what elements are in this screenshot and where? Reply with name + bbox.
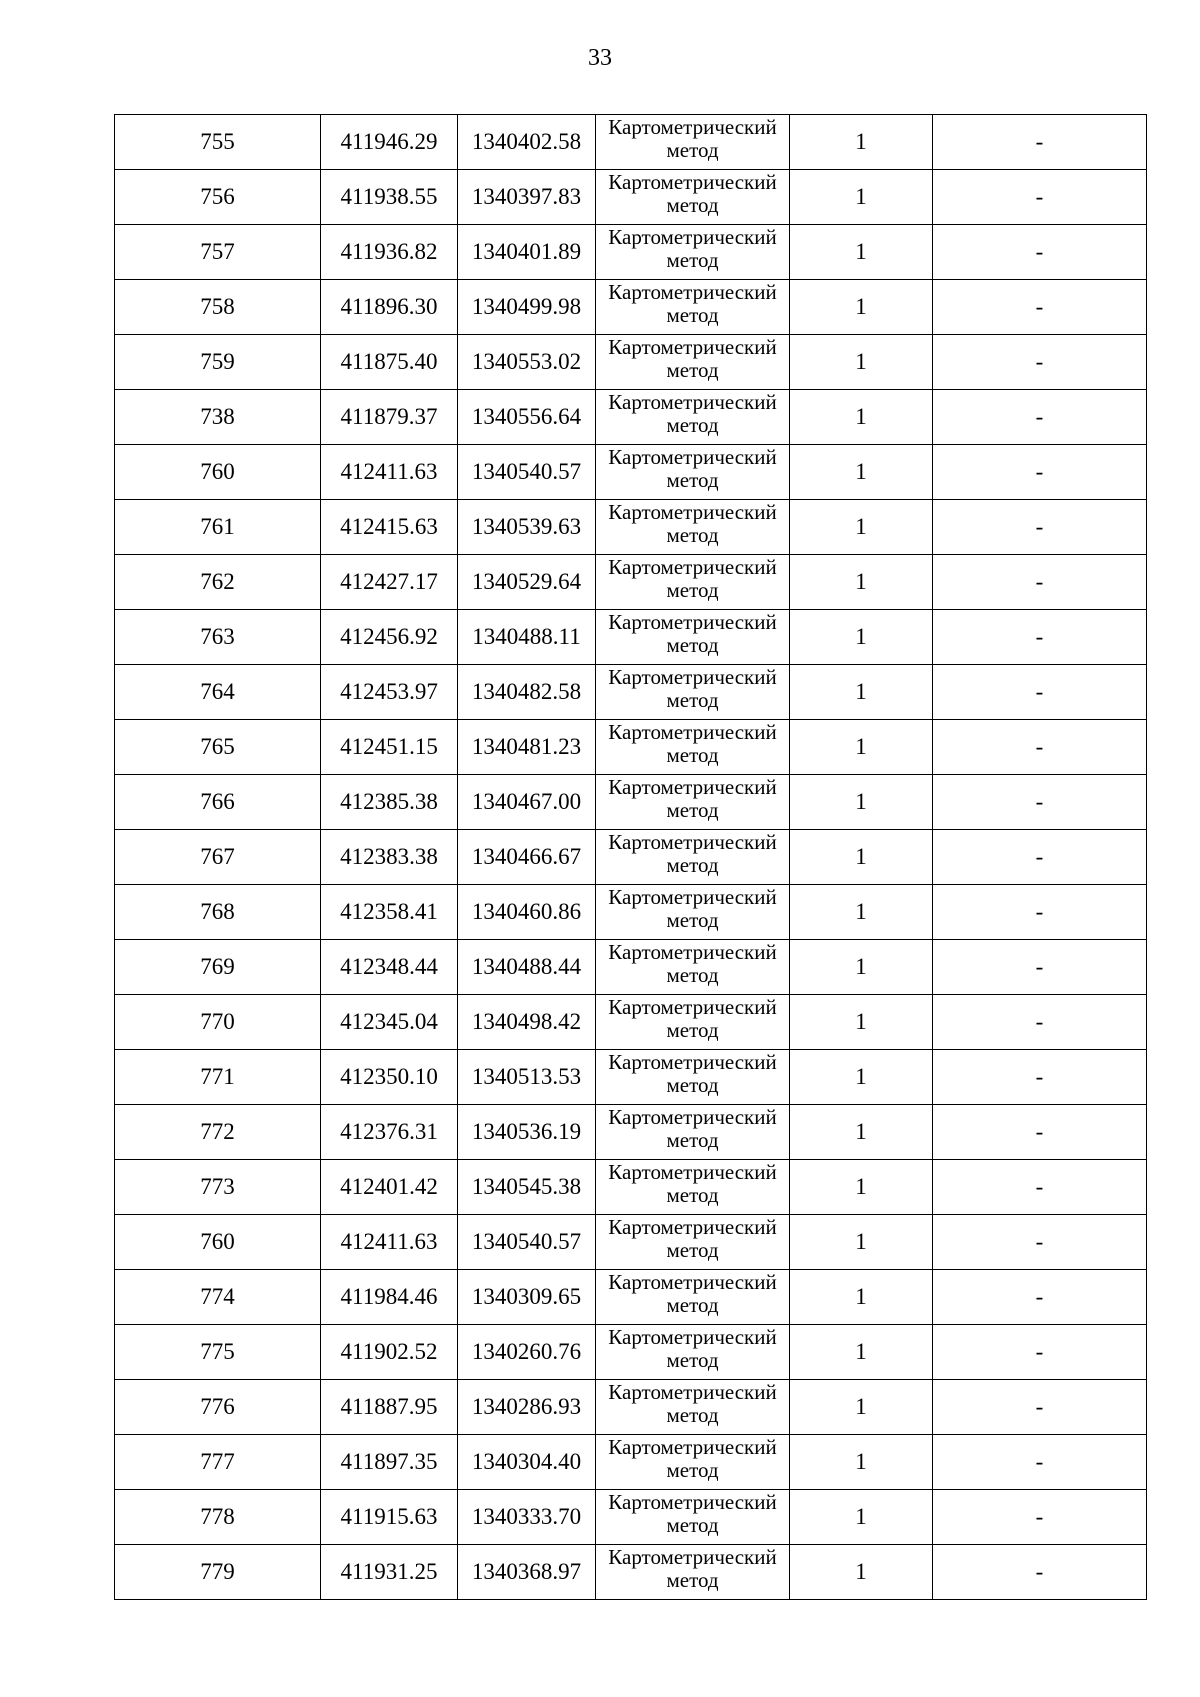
table-row xyxy=(115,1270,1147,1325)
method-line-2: метод xyxy=(666,798,719,822)
point-number-cell: 772 xyxy=(115,1105,321,1160)
accuracy-cell: 1 xyxy=(790,225,933,280)
method-line-1: Картометрический xyxy=(608,1160,777,1184)
x-coordinate-cell: 412427.17 xyxy=(321,555,458,610)
table-row xyxy=(115,720,1147,775)
y-coordinate-cell: 1340488.11 xyxy=(458,610,596,665)
method-line-1: Картометрический xyxy=(608,1105,777,1129)
method-cell xyxy=(596,885,790,940)
accuracy-cell: 1 xyxy=(790,1105,933,1160)
point-number-cell: 774 xyxy=(115,1270,321,1325)
point-number-cell: 771 xyxy=(115,1050,321,1105)
accuracy-cell: 1 xyxy=(790,885,933,940)
method-line-1: Картометрический xyxy=(608,170,777,194)
accuracy-cell: 1 xyxy=(790,500,933,555)
description-cell: - xyxy=(933,115,1147,170)
method-line-2: метод xyxy=(666,523,719,547)
method-cell xyxy=(596,1270,790,1325)
method-cell xyxy=(596,555,790,610)
method-line-2: метод xyxy=(666,1403,719,1427)
y-coordinate-cell: 1340545.38 xyxy=(458,1160,596,1215)
method-line-1: Картометрический xyxy=(608,1325,777,1349)
x-coordinate-cell: 411879.37 xyxy=(321,390,458,445)
method-line-1: Картометрический xyxy=(608,1545,777,1569)
method-line-1: Картометрический xyxy=(608,1380,777,1404)
table-row xyxy=(115,115,1147,170)
table-row xyxy=(115,1160,1147,1215)
point-number-cell: 779 xyxy=(115,1545,321,1600)
method-line-1: Картометрический xyxy=(608,885,777,909)
accuracy-cell: 1 xyxy=(790,335,933,390)
y-coordinate-cell: 1340536.19 xyxy=(458,1105,596,1160)
y-coordinate-cell: 1340482.58 xyxy=(458,665,596,720)
point-number-cell: 758 xyxy=(115,280,321,335)
description-cell: - xyxy=(933,1325,1147,1380)
method-cell xyxy=(596,115,790,170)
page-number: 33 xyxy=(588,45,612,71)
method-cell xyxy=(596,225,790,280)
y-coordinate-cell: 1340368.97 xyxy=(458,1545,596,1600)
description-cell: - xyxy=(933,885,1147,940)
method-line-2: метод xyxy=(666,138,719,162)
method-line-2: метод xyxy=(666,1183,719,1207)
y-coordinate-cell: 1340498.42 xyxy=(458,995,596,1050)
description-cell: - xyxy=(933,280,1147,335)
accuracy-cell: 1 xyxy=(790,1270,933,1325)
method-line-1: Картометрический xyxy=(608,940,777,964)
method-line-1: Картометрический xyxy=(608,1270,777,1294)
description-cell: - xyxy=(933,1435,1147,1490)
method-cell xyxy=(596,1545,790,1600)
method-line-2: метод xyxy=(666,1238,719,1262)
point-number-cell: 738 xyxy=(115,390,321,445)
method-line-2: метод xyxy=(666,1513,719,1537)
y-coordinate-cell: 1340333.70 xyxy=(458,1490,596,1545)
accuracy-cell: 1 xyxy=(790,1215,933,1270)
x-coordinate-cell: 412451.15 xyxy=(321,720,458,775)
description-cell: - xyxy=(933,555,1147,610)
accuracy-cell: 1 xyxy=(790,720,933,775)
description-cell: - xyxy=(933,335,1147,390)
point-number-cell: 778 xyxy=(115,1490,321,1545)
accuracy-cell: 1 xyxy=(790,610,933,665)
description-cell: - xyxy=(933,1270,1147,1325)
point-number-cell: 767 xyxy=(115,830,321,885)
table-row xyxy=(115,390,1147,445)
y-coordinate-cell: 1340556.64 xyxy=(458,390,596,445)
description-cell: - xyxy=(933,665,1147,720)
table-row xyxy=(115,775,1147,830)
point-number-cell: 769 xyxy=(115,940,321,995)
x-coordinate-cell: 412411.63 xyxy=(321,445,458,500)
table-row xyxy=(115,1380,1147,1435)
accuracy-cell: 1 xyxy=(790,775,933,830)
method-cell xyxy=(596,775,790,830)
point-number-cell: 766 xyxy=(115,775,321,830)
accuracy-cell: 1 xyxy=(790,995,933,1050)
table-row xyxy=(115,995,1147,1050)
y-coordinate-cell: 1340466.67 xyxy=(458,830,596,885)
accuracy-cell: 1 xyxy=(790,665,933,720)
x-coordinate-cell: 412453.97 xyxy=(321,665,458,720)
accuracy-cell: 1 xyxy=(790,1380,933,1435)
y-coordinate-cell: 1340488.44 xyxy=(458,940,596,995)
description-cell: - xyxy=(933,995,1147,1050)
point-number-cell: 775 xyxy=(115,1325,321,1380)
method-cell xyxy=(596,610,790,665)
accuracy-cell: 1 xyxy=(790,445,933,500)
point-number-cell: 770 xyxy=(115,995,321,1050)
description-cell: - xyxy=(933,500,1147,555)
y-coordinate-cell: 1340397.83 xyxy=(458,170,596,225)
method-line-2: метод xyxy=(666,413,719,437)
method-line-2: метод xyxy=(666,1128,719,1152)
x-coordinate-cell: 412345.04 xyxy=(321,995,458,1050)
x-coordinate-cell: 411875.40 xyxy=(321,335,458,390)
description-cell: - xyxy=(933,610,1147,665)
y-coordinate-cell: 1340467.00 xyxy=(458,775,596,830)
description-cell: - xyxy=(933,775,1147,830)
method-cell xyxy=(596,665,790,720)
method-cell xyxy=(596,1215,790,1270)
y-coordinate-cell: 1340481.23 xyxy=(458,720,596,775)
y-coordinate-cell: 1340499.98 xyxy=(458,280,596,335)
method-cell xyxy=(596,1325,790,1380)
method-line-2: метод xyxy=(666,853,719,877)
method-line-2: метод xyxy=(666,688,719,712)
method-line-2: метод xyxy=(666,248,719,272)
table-row xyxy=(115,1490,1147,1545)
y-coordinate-cell: 1340304.40 xyxy=(458,1435,596,1490)
accuracy-cell: 1 xyxy=(790,940,933,995)
method-line-2: метод xyxy=(666,1348,719,1372)
description-cell: - xyxy=(933,1380,1147,1435)
accuracy-cell: 1 xyxy=(790,1545,933,1600)
method-cell xyxy=(596,335,790,390)
description-cell: - xyxy=(933,445,1147,500)
table-row xyxy=(115,280,1147,335)
description-cell: - xyxy=(933,1050,1147,1105)
accuracy-cell: 1 xyxy=(790,1435,933,1490)
table-row xyxy=(115,555,1147,610)
table-row xyxy=(115,610,1147,665)
method-line-1: Картометрический xyxy=(608,830,777,854)
y-coordinate-cell: 1340529.64 xyxy=(458,555,596,610)
method-line-2: метод xyxy=(666,193,719,217)
accuracy-cell: 1 xyxy=(790,1160,933,1215)
method-line-2: метод xyxy=(666,578,719,602)
x-coordinate-cell: 411931.25 xyxy=(321,1545,458,1600)
y-coordinate-cell: 1340553.02 xyxy=(458,335,596,390)
method-line-1: Картометрический xyxy=(608,555,777,579)
method-line-1: Картометрический xyxy=(608,390,777,414)
method-line-2: метод xyxy=(666,963,719,987)
method-line-2: метод xyxy=(666,908,719,932)
method-line-1: Картометрический xyxy=(608,280,777,304)
y-coordinate-cell: 1340460.86 xyxy=(458,885,596,940)
y-coordinate-cell: 1340540.57 xyxy=(458,1215,596,1270)
method-line-1: Картометрический xyxy=(608,720,777,744)
method-line-2: метод xyxy=(666,633,719,657)
x-coordinate-cell: 412401.42 xyxy=(321,1160,458,1215)
point-number-cell: 776 xyxy=(115,1380,321,1435)
description-cell: - xyxy=(933,940,1147,995)
y-coordinate-cell: 1340286.93 xyxy=(458,1380,596,1435)
accuracy-cell: 1 xyxy=(790,1325,933,1380)
point-number-cell: 773 xyxy=(115,1160,321,1215)
description-cell: - xyxy=(933,1215,1147,1270)
method-line-2: метод xyxy=(666,303,719,327)
point-number-cell: 756 xyxy=(115,170,321,225)
table-row xyxy=(115,225,1147,280)
method-line-1: Картометрический xyxy=(608,115,777,139)
method-line-2: метод xyxy=(666,743,719,767)
accuracy-cell: 1 xyxy=(790,280,933,335)
method-cell xyxy=(596,1435,790,1490)
table-row xyxy=(115,170,1147,225)
method-line-2: метод xyxy=(666,1018,719,1042)
description-cell: - xyxy=(933,720,1147,775)
method-cell xyxy=(596,445,790,500)
method-line-1: Картометрический xyxy=(608,445,777,469)
x-coordinate-cell: 412350.10 xyxy=(321,1050,458,1105)
table-row xyxy=(115,335,1147,390)
x-coordinate-cell: 411897.35 xyxy=(321,1435,458,1490)
y-coordinate-cell: 1340540.57 xyxy=(458,445,596,500)
description-cell: - xyxy=(933,830,1147,885)
method-line-1: Картометрический xyxy=(608,665,777,689)
method-line-1: Картометрический xyxy=(608,1050,777,1074)
method-line-1: Картометрический xyxy=(608,500,777,524)
x-coordinate-cell: 411887.95 xyxy=(321,1380,458,1435)
method-cell xyxy=(596,995,790,1050)
point-number-cell: 755 xyxy=(115,115,321,170)
accuracy-cell: 1 xyxy=(790,555,933,610)
x-coordinate-cell: 411915.63 xyxy=(321,1490,458,1545)
method-cell xyxy=(596,1160,790,1215)
x-coordinate-cell: 412376.31 xyxy=(321,1105,458,1160)
description-cell: - xyxy=(933,1160,1147,1215)
table-row xyxy=(115,665,1147,720)
method-cell xyxy=(596,830,790,885)
point-number-cell: 762 xyxy=(115,555,321,610)
x-coordinate-cell: 411936.82 xyxy=(321,225,458,280)
method-line-1: Картометрический xyxy=(608,775,777,799)
y-coordinate-cell: 1340402.58 xyxy=(458,115,596,170)
method-line-1: Картометрический xyxy=(608,610,777,634)
method-line-2: метод xyxy=(666,1568,719,1592)
point-number-cell: 757 xyxy=(115,225,321,280)
y-coordinate-cell: 1340309.65 xyxy=(458,1270,596,1325)
method-line-1: Картометрический xyxy=(608,1215,777,1239)
x-coordinate-cell: 412456.92 xyxy=(321,610,458,665)
point-number-cell: 761 xyxy=(115,500,321,555)
method-line-2: метод xyxy=(666,1293,719,1317)
x-coordinate-cell: 411938.55 xyxy=(321,170,458,225)
accuracy-cell: 1 xyxy=(790,1490,933,1545)
table-row xyxy=(115,1050,1147,1105)
method-cell xyxy=(596,1050,790,1105)
x-coordinate-cell: 412385.38 xyxy=(321,775,458,830)
method-line-1: Картометрический xyxy=(608,995,777,1019)
point-number-cell: 777 xyxy=(115,1435,321,1490)
table-row xyxy=(115,500,1147,555)
y-coordinate-cell: 1340401.89 xyxy=(458,225,596,280)
method-line-1: Картометрический xyxy=(608,1435,777,1459)
method-line-2: метод xyxy=(666,1073,719,1097)
table-row xyxy=(115,1215,1147,1270)
x-coordinate-cell: 411896.30 xyxy=(321,280,458,335)
table-row xyxy=(115,1435,1147,1490)
point-number-cell: 768 xyxy=(115,885,321,940)
point-number-cell: 760 xyxy=(115,445,321,500)
method-cell xyxy=(596,1490,790,1545)
x-coordinate-cell: 411946.29 xyxy=(321,115,458,170)
accuracy-cell: 1 xyxy=(790,115,933,170)
point-number-cell: 763 xyxy=(115,610,321,665)
table-row xyxy=(115,1325,1147,1380)
point-number-cell: 759 xyxy=(115,335,321,390)
method-line-1: Картометрический xyxy=(608,225,777,249)
x-coordinate-cell: 412415.63 xyxy=(321,500,458,555)
y-coordinate-cell: 1340260.76 xyxy=(458,1325,596,1380)
accuracy-cell: 1 xyxy=(790,830,933,885)
description-cell: - xyxy=(933,170,1147,225)
point-number-cell: 760 xyxy=(115,1215,321,1270)
description-cell: - xyxy=(933,1105,1147,1160)
method-cell xyxy=(596,1105,790,1160)
y-coordinate-cell: 1340513.53 xyxy=(458,1050,596,1105)
x-coordinate-cell: 412383.38 xyxy=(321,830,458,885)
x-coordinate-cell: 412411.63 xyxy=(321,1215,458,1270)
method-line-2: метод xyxy=(666,1458,719,1482)
table-row xyxy=(115,445,1147,500)
description-cell: - xyxy=(933,390,1147,445)
table-row xyxy=(115,1545,1147,1600)
table-row xyxy=(115,1105,1147,1160)
x-coordinate-cell: 411984.46 xyxy=(321,1270,458,1325)
description-cell: - xyxy=(933,1545,1147,1600)
x-coordinate-cell: 412348.44 xyxy=(321,940,458,995)
accuracy-cell: 1 xyxy=(790,390,933,445)
method-cell xyxy=(596,720,790,775)
method-cell xyxy=(596,170,790,225)
x-coordinate-cell: 411902.52 xyxy=(321,1325,458,1380)
method-cell xyxy=(596,1380,790,1435)
method-line-2: метод xyxy=(666,468,719,492)
method-cell xyxy=(596,940,790,995)
coordinates-table xyxy=(114,114,1147,1600)
point-number-cell: 765 xyxy=(115,720,321,775)
method-cell xyxy=(596,280,790,335)
accuracy-cell: 1 xyxy=(790,1050,933,1105)
x-coordinate-cell: 412358.41 xyxy=(321,885,458,940)
description-cell: - xyxy=(933,1490,1147,1545)
method-line-1: Картометрический xyxy=(608,1490,777,1514)
table-row xyxy=(115,940,1147,995)
table-row xyxy=(115,830,1147,885)
description-cell: - xyxy=(933,225,1147,280)
y-coordinate-cell: 1340539.63 xyxy=(458,500,596,555)
coordinates-table-body xyxy=(115,115,1147,1600)
method-line-2: метод xyxy=(666,358,719,382)
point-number-cell: 764 xyxy=(115,665,321,720)
method-cell xyxy=(596,500,790,555)
accuracy-cell: 1 xyxy=(790,170,933,225)
method-line-1: Картометрический xyxy=(608,335,777,359)
table-row xyxy=(115,885,1147,940)
method-cell xyxy=(596,390,790,445)
